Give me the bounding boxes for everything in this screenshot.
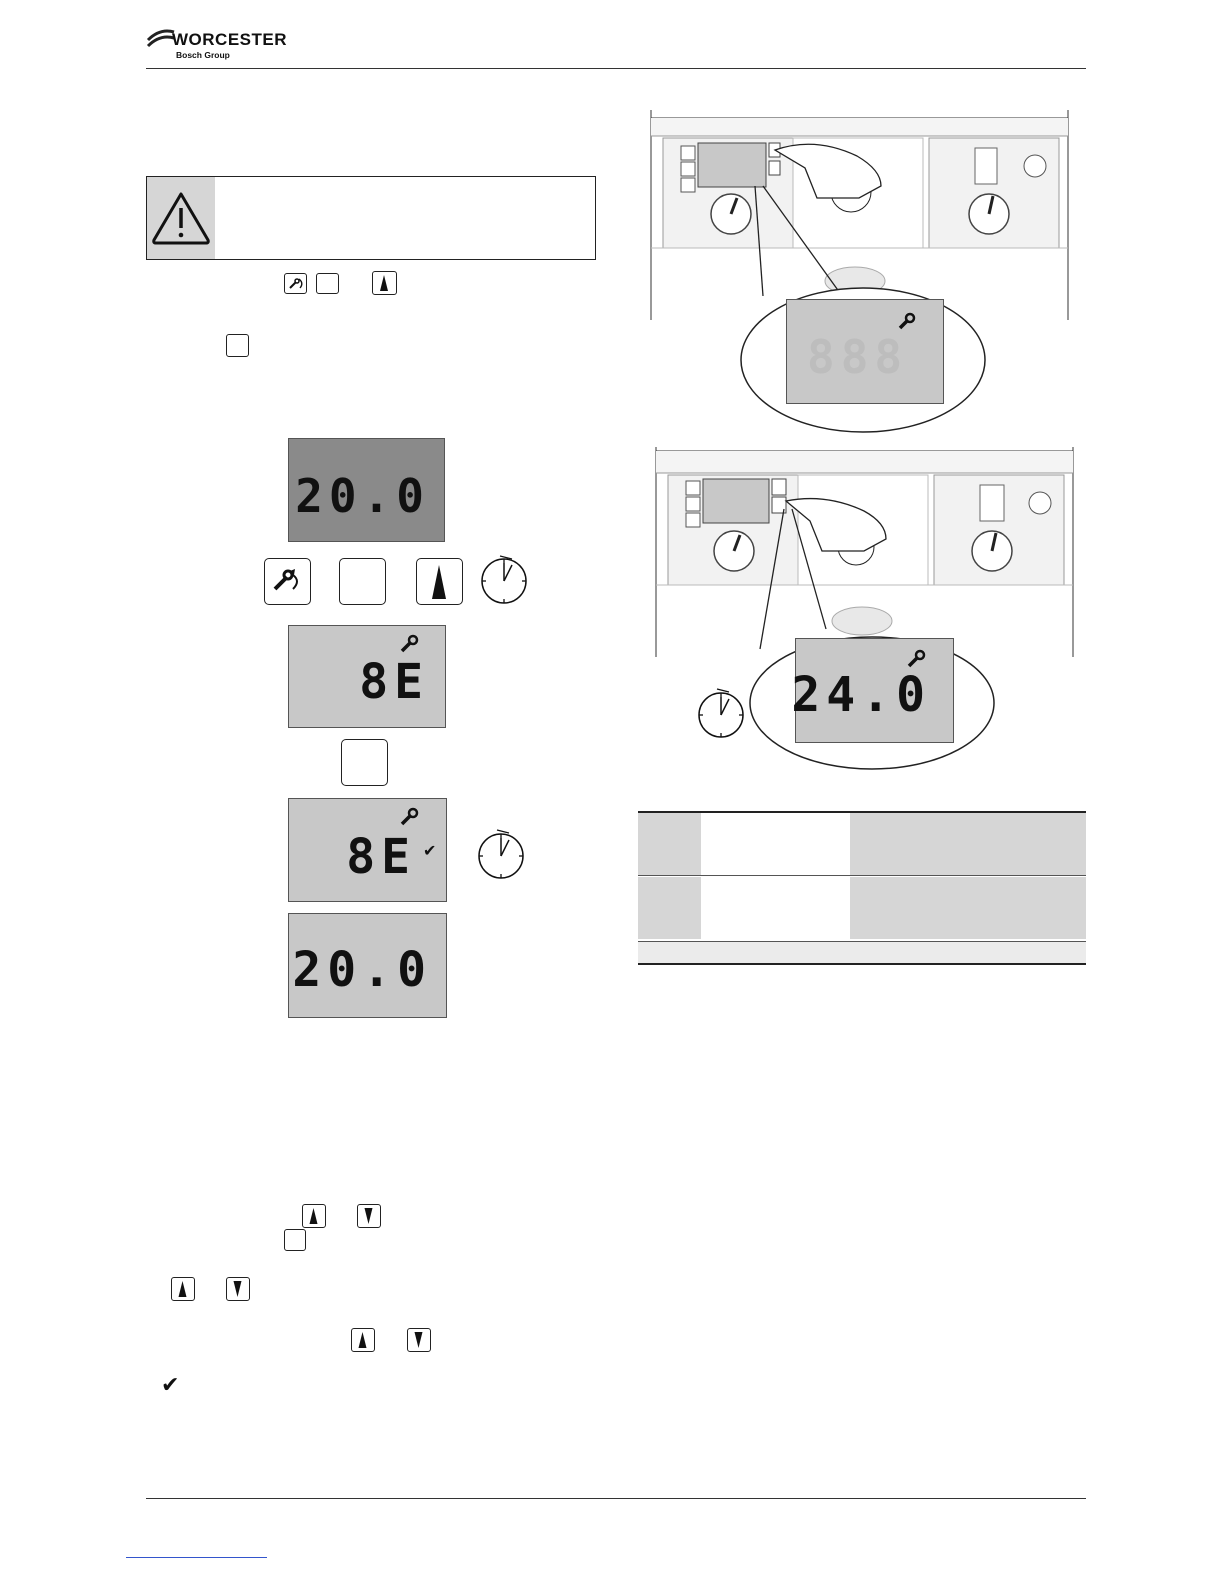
zoom-lcd-value-2: 24.0 (791, 667, 931, 723)
brand-name: WORCESTER (172, 30, 287, 49)
down-button-inline-2[interactable] (357, 1204, 381, 1228)
lcd-display-1 (288, 438, 445, 542)
wrench-icon (399, 634, 421, 654)
service-reset-icon (286, 275, 306, 293)
warning-triangle-icon (150, 190, 212, 246)
down-arrow-icon (408, 1329, 429, 1350)
timer-clock-icon (478, 553, 532, 607)
settings-table (638, 811, 1086, 965)
blank-button-inline-2[interactable] (226, 334, 249, 357)
down-arrow-icon (358, 1205, 379, 1226)
up-arrow-icon (352, 1329, 373, 1350)
zoom-lcd-2 (791, 638, 954, 743)
table-footer-row (638, 941, 1086, 964)
service-reset-icon (265, 559, 309, 603)
timer-clock-icon (695, 683, 749, 741)
down-button-inline-4[interactable] (407, 1328, 431, 1352)
table-bottom-rule (638, 963, 1086, 965)
service-button-inline[interactable] (284, 273, 307, 294)
blank-button[interactable] (339, 558, 386, 605)
table-row-2-desc (850, 877, 1086, 939)
warning-box (146, 176, 596, 260)
wrench-icon (906, 649, 928, 669)
up-button-inline[interactable] (372, 271, 397, 295)
up-button-inline-4[interactable] (351, 1328, 375, 1352)
timer-clock-icon (475, 824, 529, 882)
wrench-icon (399, 807, 421, 827)
table-row-divider (638, 875, 1086, 876)
table-row-2-key (638, 877, 701, 939)
down-button-inline-3[interactable] (226, 1277, 250, 1301)
up-button-inline-2[interactable] (302, 1204, 326, 1228)
header-rule (146, 68, 1086, 69)
lcd-display-2 (288, 625, 446, 728)
down-arrow-icon (227, 1278, 248, 1299)
up-arrow-icon (303, 1205, 324, 1226)
brand-logo (146, 24, 287, 66)
up-arrow-icon (373, 272, 395, 293)
service-button[interactable] (264, 558, 311, 605)
table-row-1-desc (850, 813, 1086, 875)
lcd-value-2: 8E (359, 654, 429, 710)
up-arrow-icon (417, 559, 461, 603)
up-arrow-icon (172, 1278, 193, 1299)
lcd-display-4 (288, 913, 447, 1018)
table-row-1-key (638, 813, 701, 875)
brand-subname: Bosch Group (176, 50, 230, 60)
up-button[interactable] (416, 558, 463, 605)
lcd-value-4: 20.0 (292, 942, 432, 998)
lcd-display-3 (288, 798, 447, 902)
footer-link-underline[interactable] (126, 1557, 267, 1558)
blank-button-inline-3[interactable] (284, 1229, 306, 1251)
zoom-lcd-1 (786, 299, 944, 404)
up-button-inline-3[interactable] (171, 1277, 195, 1301)
wrench-icon (897, 312, 917, 330)
check-icon-standalone: ✔ (161, 1372, 180, 1397)
lcd-value-1: 20.0 (295, 469, 430, 523)
blank-button-2[interactable] (341, 739, 388, 786)
footer-rule (146, 1498, 1086, 1499)
warning-icon-cell (147, 177, 215, 259)
lcd-value-3: 8E (346, 829, 416, 885)
blank-button-inline[interactable] (316, 273, 339, 294)
zoom-lcd-value-1: 888 (807, 330, 909, 384)
check-icon: ✔ (423, 843, 437, 860)
